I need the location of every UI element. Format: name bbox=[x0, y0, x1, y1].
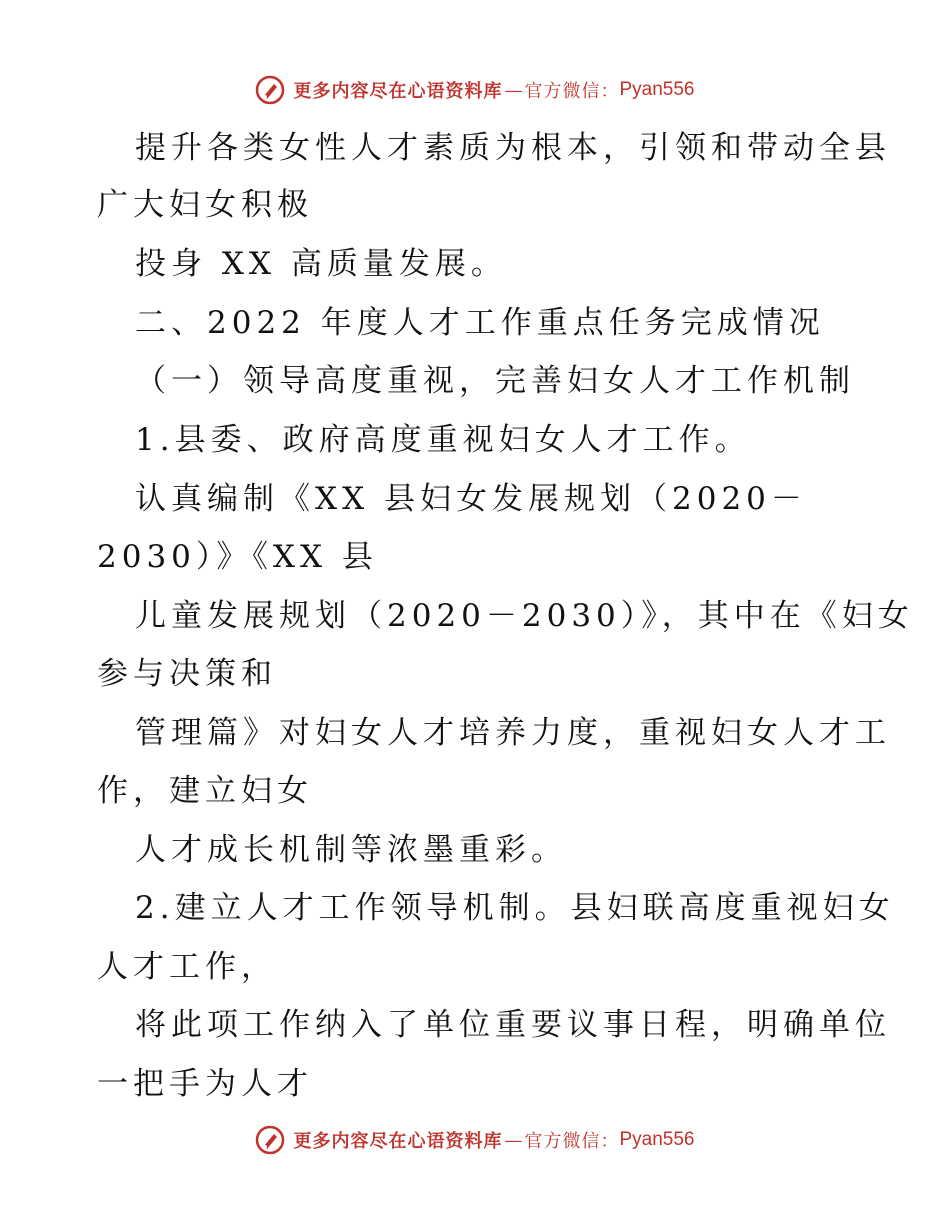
footer-watermark-banner bbox=[0, 1120, 950, 1160]
paragraph-line: 管理篇》对妇女人才培养力度，重视妇女人才工 bbox=[135, 715, 891, 751]
watermark-dash: — bbox=[504, 79, 523, 101]
header-watermark-banner bbox=[0, 70, 950, 110]
watermark-wechat-handle: Pyan556 bbox=[619, 79, 695, 100]
paragraph-line: 2.建立人才工作领导机制。县妇联高度重视妇女 bbox=[135, 890, 895, 926]
paragraph-line: 提升各类女性人才素质为根本，引领和带动全县 bbox=[135, 130, 891, 166]
pen-logo-icon bbox=[255, 75, 285, 105]
paragraph-line: 认真编制《XX 县妇女发展规划（2020－ bbox=[135, 481, 807, 517]
paragraph-line: 人才成长机制等浓墨重彩。 bbox=[135, 832, 567, 868]
paragraph-line: 投身 XX 高质量发展。 bbox=[135, 246, 507, 282]
paragraph-line: 参与决策和 bbox=[97, 656, 277, 692]
pen-logo-icon bbox=[255, 1125, 285, 1155]
paragraph-line: 作，建立妇女 bbox=[97, 773, 313, 809]
section-heading: 二、2022 年度人才工作重点任务完成情况 bbox=[135, 305, 825, 341]
paragraph-line: 将此项工作纳入了单位重要议事日程，明确单位 bbox=[135, 1007, 891, 1043]
paragraph-line: 1.县委、政府高度重视妇女人才工作。 bbox=[135, 422, 751, 458]
subsection-heading: （一）领导高度重视，完善妇女人才工作机制 bbox=[135, 363, 855, 399]
watermark-wechat-handle: Pyan556 bbox=[619, 1129, 695, 1150]
paragraph-line: 广大妇女积极 bbox=[97, 187, 313, 223]
watermark-wechat-label: 官方微信： bbox=[524, 1131, 620, 1152]
watermark-wechat-label: 官方微信： bbox=[524, 81, 620, 102]
paragraph-line: 儿童发展规划（2020－2030）》，其中在《妇女 bbox=[135, 598, 914, 634]
paragraph-line: 一把手为人才 bbox=[97, 1066, 313, 1102]
watermark-brand-text: 更多内容尽在心语资料库 bbox=[293, 81, 503, 102]
watermark-brand-text: 更多内容尽在心语资料库 bbox=[293, 1131, 503, 1152]
watermark-dash: — bbox=[504, 1129, 523, 1151]
paragraph-line: 人才工作， bbox=[97, 949, 277, 985]
paragraph-line: 2030）》《XX 县 bbox=[97, 539, 378, 575]
